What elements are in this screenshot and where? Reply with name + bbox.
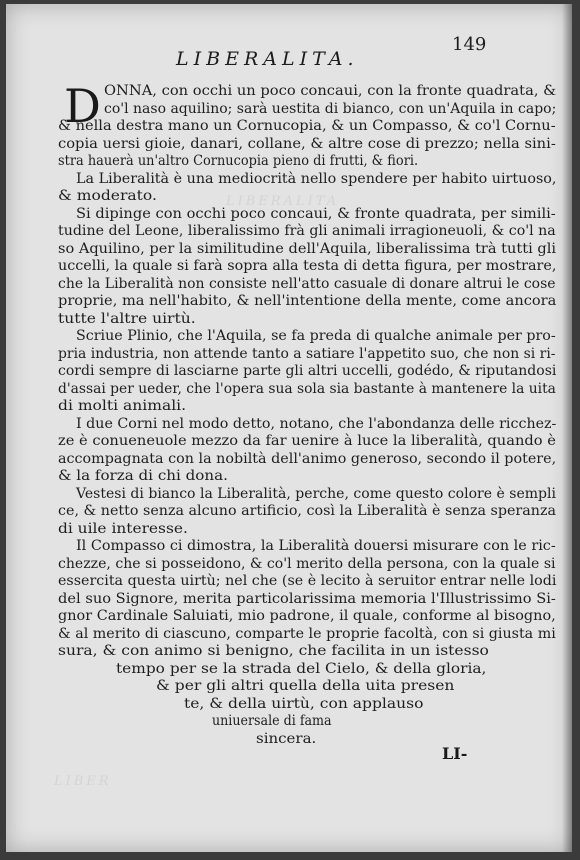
text-line: accompagnata con la nobiltà dell'animo generoso, secondo il potere, xyxy=(58,451,557,467)
text-line: & la forza di chi dona. xyxy=(58,468,228,484)
text-line: di molti animali. xyxy=(58,398,187,414)
book-page xyxy=(6,4,572,852)
bleed-through-text: LIBER xyxy=(54,774,112,789)
page-number: 149 xyxy=(452,34,487,55)
text-line: pria industria, non attende tanto a satiare l'appetito suo, che non si ri- xyxy=(58,346,556,362)
text-line: sincera. xyxy=(256,731,317,747)
text-line: & moderato. xyxy=(58,188,157,204)
text-line: tutte l'altre uirtù. xyxy=(58,311,196,327)
text-line: ce, & netto senza alcuno artificio, così la Liberalità è senza speranza xyxy=(58,503,556,519)
bleed-through-text: LIBERALITA xyxy=(226,194,340,209)
text-line: I due Corni nel modo detto, notano, che l'abondanza delle ricchez- xyxy=(76,416,557,432)
initial-letter: D xyxy=(64,79,101,133)
text-line: Scriue Plinio, che l'Aquila, se fa preda di qualche animale per pro- xyxy=(76,328,556,344)
text-line: stra hauerà un'altro Cornucopia pieno di frutti, & fiori. xyxy=(58,153,419,169)
catchword: LI- xyxy=(442,744,468,763)
text-line: ze è conueneuole mezzo da far uenire à luce la liberalità, quando è xyxy=(58,433,556,449)
text-line: cordi sempre di lasciarne parte gli altri uccelli, godédo, & riputandosi xyxy=(58,363,557,379)
text-line: & nella destra mano un Cornucopia, & un Compasso, & co'l Cornu- xyxy=(58,118,556,134)
text-line: proprie, ma nell'habito, & nell'intentione della mente, come ancora xyxy=(58,293,557,309)
text-line: che la Liberalità non consiste nell'atto casuale di donare altrui le cose xyxy=(58,276,556,292)
text-line: La Liberalità è una mediocrità nello spendere per habito uirtuoso, xyxy=(76,171,557,187)
text-line: uccelli, la quale si farà sopra alla testa di detta figura, per mostrare, xyxy=(58,258,557,274)
text-line: & per gli altri quella della uita presen xyxy=(156,678,455,694)
text-line: di uile interesse. xyxy=(58,521,188,537)
text-line: & al merito di ciascuno, comparte le proprie facoltà, con si giusta mi xyxy=(58,626,556,642)
text-line: del suo Signore, merita particolarissima memoria l'Illustrissimo Si- xyxy=(58,591,556,607)
text-line: Vestesi di bianco la Liberalità, perche, come questo colore è sempli xyxy=(76,486,556,502)
text-line: essercita questa uirtù; nel che (se è lecito à seruitor entrar nelle lodi xyxy=(58,573,557,589)
text-line: ONNA, con occhi un poco concaui, con la fronte quadrata, & xyxy=(104,83,557,99)
text-line: tempo per se la strada del Cielo, & della gloria, xyxy=(116,661,487,677)
text-line: tudine del Leone, liberalissimo frà gli animali irragioneuoli, & co'l na xyxy=(58,223,556,239)
text-line: d'assai per ueder, che l'opera sua sola sia bastante à mantenere la uita xyxy=(58,381,556,397)
text-line: gnor Cardinale Saluiati, mio padrone, il quale, conforme al bisogno, xyxy=(58,608,556,624)
text-line: te, & della uirtù, con applauso xyxy=(184,696,424,712)
text-line: copia uersi gioie, danari, collane, & altre cose di prezzo; nella sini- xyxy=(58,136,556,152)
text-line: so Aquilino, per la similitudine dell'Aquila, liberalissima trà tutti gli xyxy=(58,241,556,257)
text-line: Si dipinge con occhi poco concaui, & fronte quadrata, per simili- xyxy=(76,206,556,222)
running-head: LIBERALITA. xyxy=(176,48,359,70)
text-line: Il Compasso ci dimostra, la Liberalità douersi misurare con le ric- xyxy=(76,538,556,554)
text-line: co'l naso aquilino; sarà uestita di bianco, con un'Aquila in capo; xyxy=(104,101,557,117)
text-line: sura, & con animo si benigno, che facilita in un istesso xyxy=(58,643,489,659)
text-line: chezze, che si posseidono, & co'l merito della persona, con la quale si xyxy=(58,556,556,572)
text-line: uniuersale di fama xyxy=(212,713,332,729)
